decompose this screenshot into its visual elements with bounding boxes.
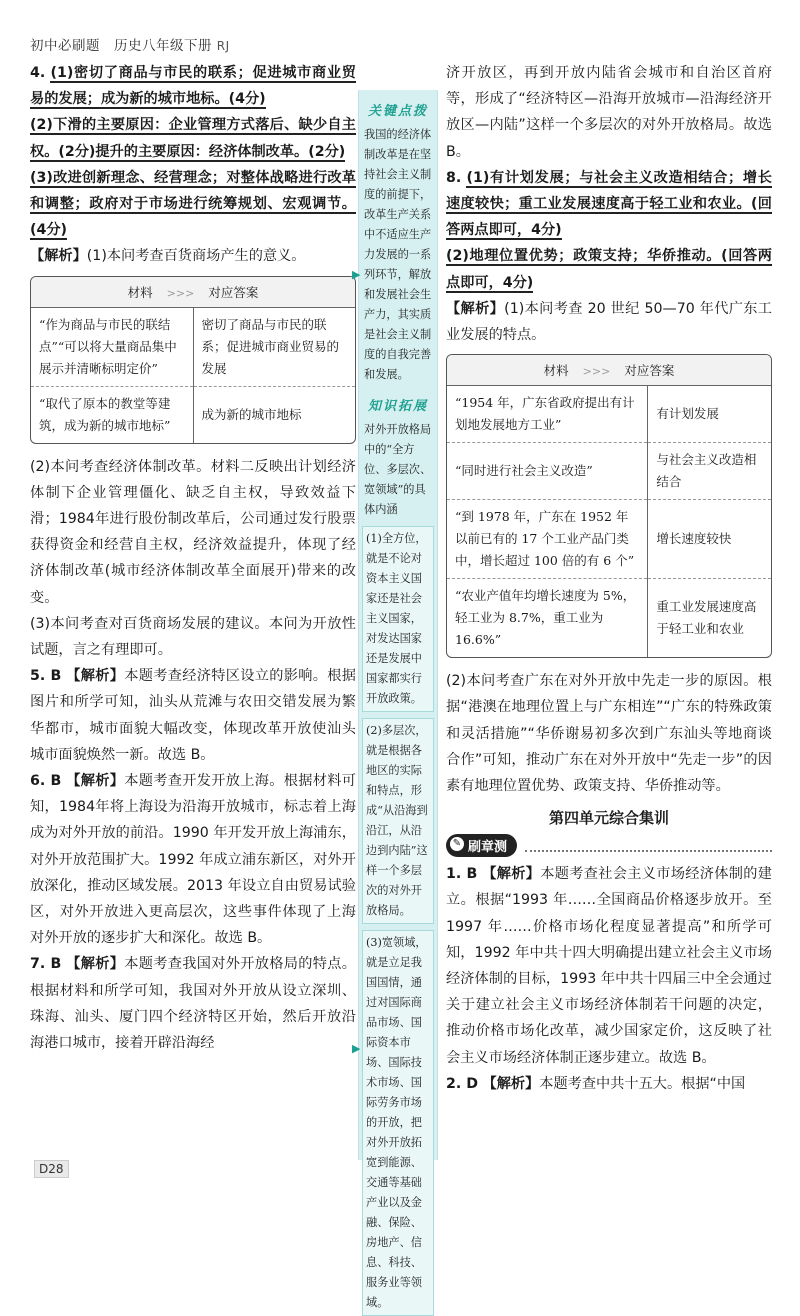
knowledge-box-3: (3)宽领域，就是立足我国国情，通过对国际商品市场、国际资本市场、国际技术市场、国际劳务市场的开放，把对外开放拓宽到能源、交通等基础产业以及金融、保险、房地产、信息、科技、服务业等领域。 xyxy=(362,930,434,1316)
q4-answer-1-text: (1)密切了商品与市民的联系；促进城市商业贸易的发展；成为新的城市地标。(4分) xyxy=(30,65,356,108)
q4-number: 4. xyxy=(30,65,46,81)
pen-icon: ✎ xyxy=(450,837,464,851)
q4-analysis-1-text: (1)本问考查百货商场产生的意义。 xyxy=(86,248,306,265)
q8-material-table xyxy=(446,354,772,658)
knowledge-heading: 知识拓展 xyxy=(367,399,428,414)
q7-continued: 济开放区，再到开放内陆省会城市和自治区首府等，形成了“经济特区—沿海开放城市—沿海经济开放区—内陆”这样一个多层次的对外开放格局。故选 B。 xyxy=(446,65,772,160)
table-cell-material: “1954 年，广东省政府提出有计划地发展地方工业” xyxy=(447,386,648,443)
q8-answer-2 xyxy=(446,243,772,295)
table-cell-answer: 成为新的城市地标 xyxy=(193,386,355,443)
r-q2-number: 2. D xyxy=(446,1075,478,1092)
table-col-material: 材料 xyxy=(543,363,569,379)
chapter-test-badge xyxy=(446,834,517,857)
table-cell-material: “作为商品与市民的联结点”“可以将大量商品集中展示并清晰标明定价” xyxy=(31,307,193,386)
r-q1-item xyxy=(446,861,772,1071)
q6-item xyxy=(30,768,356,951)
table-cell-answer: 重工业发展速度高于轻工业和农业 xyxy=(648,579,771,658)
section-title: 第四单元综合集训 xyxy=(548,809,669,828)
table-arrow-icon: >>> xyxy=(582,365,611,379)
table-row xyxy=(447,386,771,443)
table-cell-material: “农业产值年均增长速度为 5%，轻工业为 8.7%，重工业为 16.6%” xyxy=(447,579,648,658)
q8-number: 8. xyxy=(446,169,462,186)
q8-answer-1 xyxy=(446,165,772,244)
r-q2-item xyxy=(446,1071,772,1097)
q4-answer-3-text: (3)改进创新理念、经营理念；对整体战略进行改革和调整；政府对于市场进行统筹规划、宏观调节。(4分) xyxy=(30,169,356,239)
q4-answer-2-text: (2)下滑的主要原因：企业管理方式落后、缺少自主权。(2分)提升的主要原因：经济体制改革。(2分) xyxy=(30,117,356,160)
table-cell-answer: 密切了商品与市民的联系；促进城市商业贸易的发展 xyxy=(193,307,355,386)
r-q1-tag: 【解析】 xyxy=(482,866,541,883)
analysis-tag: 【解析】 xyxy=(30,248,87,265)
table-cell-answer: 与社会主义改造相结合 xyxy=(648,443,771,500)
table-row xyxy=(447,500,771,579)
r-q1-text: 本题考查社会主义市场经济体制的建立。根据“1993 年……全国商品价格逐步放开。至 1997 年……价格市场化程度显著提高”和所学可知，1992 年中共十四大明确提出建立社会主义市场经济体制的目标，1993 年中共十四届三中全会通过关于建立社会主义市场经济体制若干问题的决定，推动价格市场化改革，减少国家定价，这反映了社会主义市场经济体制正逐步建立。故选 B。 xyxy=(446,866,772,1066)
table-col-answer: 对应答案 xyxy=(208,284,259,300)
q8-analysis-1 xyxy=(446,296,772,348)
q6-number: 6. B xyxy=(30,773,62,790)
q7-text: 本题考查我国对外开放格局的特点。根据材料和所学可知，我国对外开放从设立深圳、珠海、汕头、厦门四个经济特区开始，然后开放沿海港口城市，接着开辟沿海经 xyxy=(30,956,356,1052)
q4-answer-3 xyxy=(30,165,356,244)
q8-analysis-2: (2)本问考查广东在对外开放中先走一步的原因。根据“港澳在地理位置上与广东相连”“广东的特殊政策和灵活措施”“华侨谢易初多次到广东汕头等地商谈合作”可知，推动广东在对外开放中“先走一步”的因素有地理位置优势、政策支持、华侨推动等。 xyxy=(446,673,772,795)
table-cell-material: “到 1978 年，广东在 1952 年以前已有的 17 个工业产品门类中，增长超过 100 倍的有 6 个” xyxy=(447,500,648,579)
page-number: D28 xyxy=(34,1160,69,1178)
q7-number: 7. B xyxy=(30,956,62,973)
table-row xyxy=(31,386,355,443)
table-cell-material: “取代了原本的教堂等建筑，成为新的城市地标” xyxy=(31,386,193,443)
table-row xyxy=(31,307,355,386)
header-title: 初中必刷题 历史八年级下册 xyxy=(30,38,212,54)
r-q2-text: 本题考查中共十五大。根据“中国 xyxy=(539,1075,746,1092)
q8-analysis-1-text: (1)本问考查 20 世纪 50—70 年代广东工业发展的特点。 xyxy=(446,300,772,344)
q5-item xyxy=(30,663,356,768)
r-q1-number: 1. B xyxy=(446,866,478,883)
knowledge-box-2: (2)多层次，就是根据各地区的实际和特点，形成“从沿海到沿江，从沿边到内陆”这样一个多层次的对外开放格局。 xyxy=(362,718,434,924)
table-header xyxy=(31,277,355,308)
q5-text: 本题考查经济特区设立的影响。根据图片和所学可知，汕头从荒滩与农田交错发展为繁华都市，城市面貌大幅改变，体现改革开放使汕头城市面貌焕然一新。故选 B。 xyxy=(30,668,356,763)
key-tips-heading: 关键点拨 xyxy=(367,104,428,119)
q6-tag: 【解析】 xyxy=(66,773,125,790)
analysis-tag: 【解析】 xyxy=(446,300,505,317)
pointer-arrow-icon: ▶ xyxy=(352,268,361,281)
q8-answer-2-text: (2)地理位置优势；政策支持；华侨推动。(回答两点即可，4分) xyxy=(446,248,772,291)
table-cell-answer: 有计划发展 xyxy=(648,386,771,443)
q5-tag: 【解析】 xyxy=(66,668,125,685)
badge-label: 刷章测 xyxy=(468,840,508,856)
dotted-divider xyxy=(525,840,772,852)
q7-tag: 【解析】 xyxy=(66,956,125,973)
table-header xyxy=(447,355,771,386)
table-cell-answer: 增长速度较快 xyxy=(648,500,771,579)
table-row xyxy=(447,443,771,500)
q4-analysis-1 xyxy=(30,243,356,269)
table-row xyxy=(447,579,771,658)
q4-material-table xyxy=(30,276,356,444)
table-header-row xyxy=(447,355,771,386)
pointer-arrow-icon: ▶ xyxy=(352,1042,361,1055)
q8-answer-1-text: (1)有计划发展；与社会主义改造相结合；增长速度较快；重工业发展速度高于轻工业和农业。(回答两点即可，4分) xyxy=(446,169,772,239)
tips-sidebar xyxy=(358,90,438,1309)
q6-text: 本题考查开发开放上海。根据材料可知，1984年将上海设为沿海开放城市，标志着上海成为对外开放的前沿。1990 年开发开放上海浦东，对外开放范围扩大。1992 年成立浦东新区，对外开放深化，推动区域发展。2013 年设立自由贸易试验区，对外开放进入更高层次，这些事件体现了上海对外开放的逐步扩大和深化。故选 B。 xyxy=(30,773,356,947)
q4-analysis-2: (2)本问考查经济体制改革。材料二反映出计划经济体制下企业管理僵化、缺乏自主权，导致效益下滑；1984年进行股份制改革后，公司通过发行股票获得资金和经营自主权，经济效益提升，体现了经济体制改革(城市经济体制改革全面展开)带来的改变。 xyxy=(30,458,356,606)
q7-item xyxy=(30,951,356,1056)
right-column xyxy=(446,60,772,1097)
table-header-row xyxy=(31,277,355,308)
q4-answer-2 xyxy=(30,112,356,164)
page-header xyxy=(30,34,230,54)
table-col-answer: 对应答案 xyxy=(624,363,675,379)
chapter-test-banner xyxy=(446,834,772,857)
table-arrow-icon: >>> xyxy=(166,286,195,300)
q5-number: 5. B xyxy=(30,668,62,685)
table-col-material: 材料 xyxy=(127,284,153,300)
q4-analysis-3: (3)本问考查对百货商场发展的建议。本问为开放性试题，言之有理即可。 xyxy=(30,615,356,659)
q4-answer-1 xyxy=(30,60,356,112)
knowledge-intro: 对外开放格局中的“全方位、多层次、宽领域”的具体内涵 xyxy=(364,423,432,516)
table-cell-material: “同时进行社会主义改造” xyxy=(447,443,648,500)
key-tips-text: 我国的经济体制改革是在坚持社会主义制度的前提下，改革生产关系中不适应生产力发展的一系列环节，解放和发展社会生产力，其实质是社会主义制度的自我完善和发展。 xyxy=(364,128,432,381)
header-edition: RJ xyxy=(216,39,230,53)
left-column xyxy=(30,60,356,1056)
r-q2-tag: 【解析】 xyxy=(482,1075,540,1092)
knowledge-box-1: (1)全方位，就是不论对资本主义国家还是社会主义国家，对发达国家还是发展中国家都实行开放政策。 xyxy=(362,526,434,712)
